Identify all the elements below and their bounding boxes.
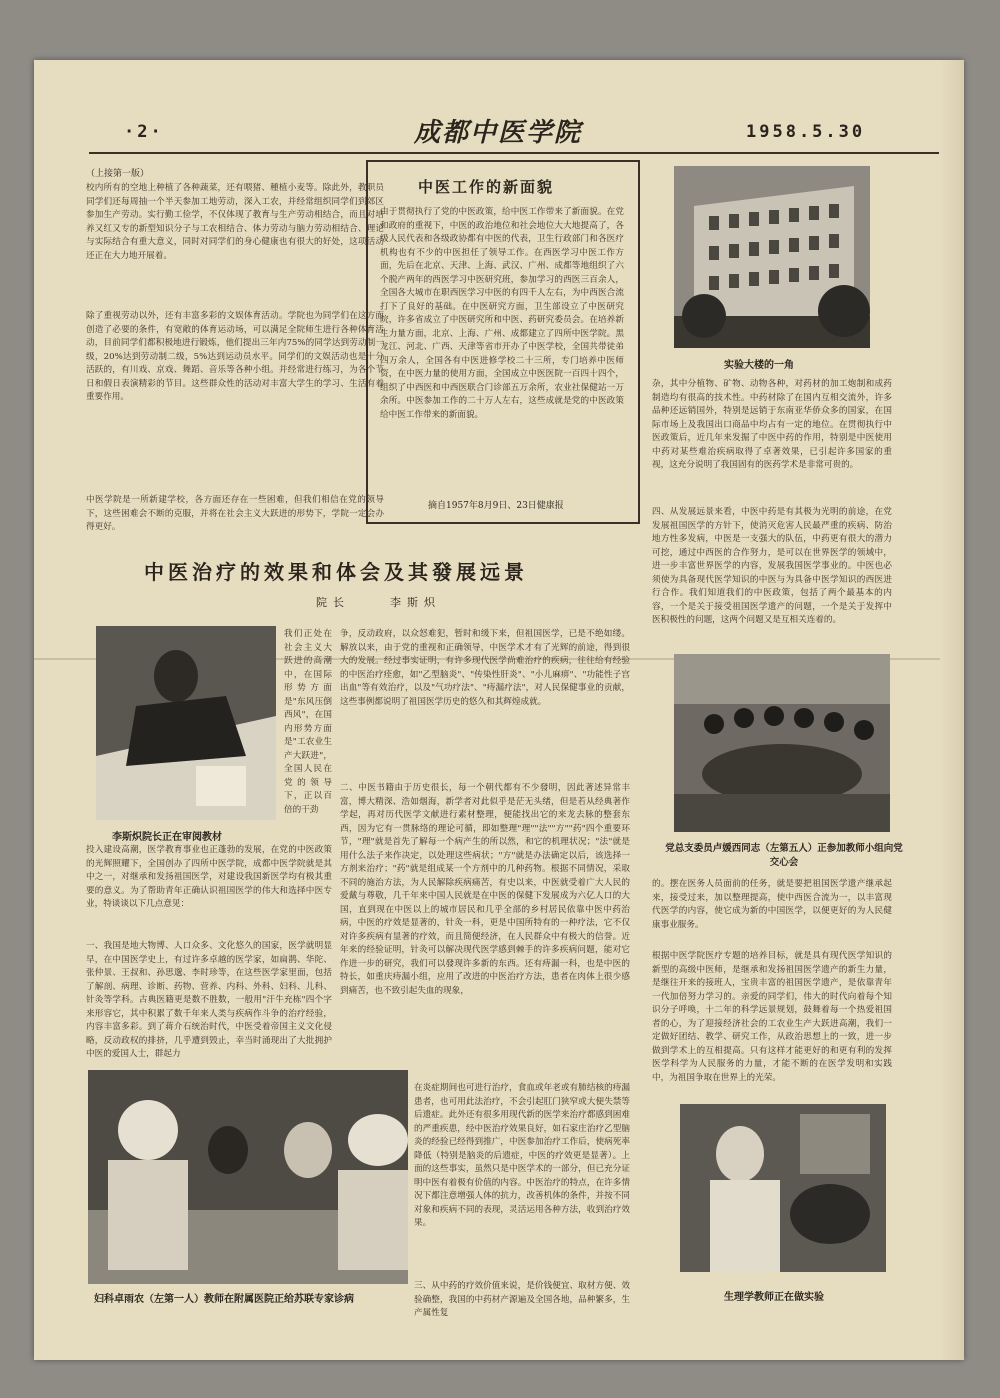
caption-meeting: 党总支委员卢媛西同志（左第五人）正参加教师小组向党交心会: [665, 843, 903, 868]
article-col-m4: 三、从中药的疗效价值来说，是价钱便宜、取材方便、效验确整，我国的中药材产源遍及全国各地，品种繁多，生产属性复: [414, 1281, 630, 1318]
right-top-text: 杂，其中分植物、矿物、动物各种，对药材的加工炮制和成药制造均有很高的技术性。中药材除了在国内互相交流外，许多品种还远销国外，特别是远销于东南亚华侨众多的国家，在国际市场上及我国出口商品中均占有一定的地位。在贯彻执行中医政策后，近几年来发掘了中医中药的作用，特别是中医使用中药对某些难治疾病取得了卓著效果，已引起许多国家的重视，这充分说明了我国固有的医药学术是非常可贵的。: [652, 379, 892, 470]
byline-name: 李斯炽: [390, 596, 441, 609]
right-bottom-text-2: 根据中医学院医疗专题的培养目标，就是具有现代医学知识的新型的高级中医师，是继承和发扬祖国医学遗产的新生力量，是继往开来的接班人，宝贵丰富的祖国医学遗产，是依靠青年一代加倍努力学习的。亲爱的同学们，伟大的时代向着每个知识分子呼唤，十二年的科学远景规划，鼓舞着每一个热爱祖国者的心，为了迎接经济社会的工农业生产大跃进高潮，我们一定做好团结、教学、研究工作，从政治思想上的一致，进一步做到学术上的互相提高。只有这样才能更好的和更有利的发挥医学科学为人民服务的力量，才能不断的在医学发明和实践中，为祖国争取在世界上的光荣。: [652, 951, 892, 1083]
byline-role: 院长: [316, 596, 350, 609]
photo-gynecology-consult: [88, 1070, 408, 1284]
president-photo-icon: [96, 626, 276, 820]
article-intro: 我们正处在社会主义大跃进的高潮中，在国际形势方面是"东风压倒西风"，在国内形势方面是"工农业生产大跃进"，全国人民在党的领导下，正以百倍的干劲: [284, 629, 332, 815]
masthead: 成都中医学院: [414, 118, 583, 148]
newspaper-page: [34, 60, 964, 1360]
photo-president-reviewing: [96, 626, 276, 820]
building-photo-icon: [674, 166, 870, 348]
article-para-a: 投入建设高潮，医学教育事业也正蓬勃的发展，在党的中医政策的光辉照耀下，全国创办了四所中医学院，成都中医学院就是其中之一，对继承和发扬祖国医学，对建设我国新医学均有极其重要的意义。为了帮助青年正确认识祖国医学的伟大和选择中医专业，特谈谈以下几点意见：: [86, 845, 332, 909]
col1-para-3: 中医学院是一所新建学校，各方面还存在一些困难，但我们相信在党的领导下，这些困难会不断的克服，并将在社会主义大跃进的形势下，学院一定会办得更好。: [86, 495, 384, 532]
issue-date: 1958.5.30: [746, 122, 866, 142]
consult-photo-icon: [88, 1070, 408, 1284]
header-rule: [89, 152, 939, 154]
box-title: 中医工作的新面貌: [418, 178, 555, 196]
right-top-text-2: 四、从发展远景来看，中医中药是有其极为光明的前途，在党发展祖国医学的方针下，使消灭危害人民最严重的疾病、防治地方性多发病，中医是一支强大的队伍，中药更有很大的潜力可挖，通过中西医的合作努力，是可以在世界医学的领域中，进一步丰富世界医学的内容，发展我国医学事业的。中医也必须使为具备现代医学知识的中医与为具备中医学知识的西医进行合作。我们知道我们的中医政策，包括了两个最基本的内容，一个是关于接受祖国医学遗产的问题，一个是关于发挥中医积极性的问题，这两个问题又是互相关连着的。: [652, 507, 892, 625]
news-box: [366, 160, 640, 524]
caption-gynecology: 妇科卓雨农（左第一人）教师在附属医院正给苏联专家诊病: [94, 1294, 354, 1305]
photo-party-meeting: [674, 654, 890, 832]
box-source: 摘自1957年8月9日、23日健康报: [428, 501, 564, 511]
photo-lab-building: [674, 166, 870, 348]
photo-physiology-experiment: [680, 1104, 886, 1272]
right-bottom-text: 的。摆在医务人员面前的任务，就是要把祖国医学遗产继承起来，接受过来，加以整理提高，使中西医合流为一，以丰富现代医学的内容，使它成为新的中国医学，以便更好的为人民健康事业服务。: [652, 879, 892, 930]
article-col-m1: 争，反动政府，以众怒难犯，暂时和缓下来，但祖国医学，已是不绝如缕。解放以来，由于党的重视和正确领导，中医学术才有了光辉的前途，得到很大的发展。经过事实证明，有许多现代医学尚难治疗的疾病，往往给有经验的中医治疗痊愈，如"乙型脑炎"、"传染性肝炎"、"小儿麻痹"、"功能性子宫出血"等有效治疗，以及"气功疗法"、"痔漏疗法"，对人民保健事业的贡献，这些事例都说明了祖国医学历史的悠久和其辉煌成就。: [340, 629, 630, 707]
experiment-photo-icon: [680, 1104, 886, 1272]
meeting-photo-icon: [674, 654, 890, 832]
article-col-m3: 在炎症期间也可进行治疗，食血或年老或有肺结核的痔漏患者，也可用此法治疗，不会引起肛门狭窄或大便失禁等后遗症。此外还有很多用现代新的医学来治疗都感到困难的严重疾患，经中医治疗效果良好，如石家庄治疗乙型脑炎的经验已经得到推广，中医参加治疗工作后，使病死率降低（特别是脑炎的后遗症，中医的疗效更是显著）。上面的这些事实，虽然只是中医学术的一部分，但已充分证明中医有着极有价值的内容。中医治疗的特点，在许多情况下都注意增强人体的抗力，改善机体的条件，并按不同对象和疾病不同的表现，灵活运用各种方法，收到治疗效果。: [414, 1083, 630, 1228]
caption-experiment: 生理学教师正在做实验: [724, 1292, 824, 1303]
caption-president: 李斯炽院长正在审阅教材: [112, 832, 222, 843]
col1-para-2: 除了重视劳动以外，还有丰富多彩的文娱体育活动。学院也为同学们在这方面创造了必要的条件，有宽敞的体育运动场，可以满足全院师生进行各种体育活动，目前同学们都积极地进行锻炼，他们提出三年内75%的同学达到劳动制一级，20%达到劳动制二级，5%达到运动员水平。同学们的文娱活动也是十分活跃的，有川戏、京戏、舞蹈、音乐等各种小组。并经常进行练习，为各个节日和假日表演精彩的节目。这些群众性的活动对丰富大学生的学习、生活有着重要作用。: [86, 311, 384, 402]
continued-note: （上接第一版）: [86, 169, 150, 179]
col1-para-1: 校内所有的空地上种植了各种蔬菜，还有喂猪、種植小麦等。除此外，教职员同学们还每周抽一个半天参加工地劳动，深入工农，并经常组织同学们到郊区参加生产劳动。实行勤工俭学，不仅体现了教育与生产劳动相结合，而且对培养又红又专的新型知识分子与工农相结合、体力劳动与脑力劳动相结合、理论与实际结合有重大意义，同时对同学们的身心健康也有很大的好处，这项活动还正在大力地开展着。: [86, 183, 384, 261]
box-text: 由于贯彻执行了党的中医政策，给中医工作带来了新面貌。在党和政府的重视下，中医的政治地位和社会地位大大地提高了，各级人民代表和各级政协都有中医的代表，卫生行政部门和各医疗机构也有不少的中医担任了领导工作。在西医学习中医工作方面，先后在北京、天津、上海、武汉、广州、成都等地组织了六个脱产两年的西医学习中医研究班，参加学习的西医三百余人，全国各大城市在职西医学习中医的有四千人左右，为中西医合流打下了良好的基础。在中医研究方面，卫生部设立了中医研究院，许多省成立了中医研究所和中医、药研究委员会。在培养新生力量方面，北京、上海、广州、成都建立了四所中医学院。黑龙江、河北、广西、天津等省市开办了中医学校，全国共带徒弟四万余人，全国各有中医进修学校二十三所，专门培养中医师资，在中医力量的使用方面，全国成立中医医院一百四十四个，组织了中西医和中西医联合门诊部五万余所，农业社保健站一万余所。中医参加工作的二十万人左右，这些成就是党的中医政策给中医工作带来的新面貌。: [380, 207, 624, 420]
article-para-b: 一、我国是地大物博、人口众多、文化悠久的国家，医学就明显早，在中国医学史上，有过许多卓越的医学家，如扁鹊、华陀、张仲景、王叔和、孙思邈、李时珍等，在这些医学家里面，包括了解剖、病理、诊断、药物、营养、内科、外科、妇科、儿科、针灸等学科。古典医籍更是数不胜数，一般用"汗牛充栋"四个字来形容它，其中积累了数千年来人类与疾病作斗争的治疗经验，内容丰富多彩。到了蒋介石统治时代，中医受着帝国主义文化侵略，反动政权的排挤，几乎遭到毁止，幸当时涌现出了大批拥护中医的爱国人士，群起力: [86, 941, 332, 1059]
article-col-m2: 二、中医书籍由于历史很长，每一个朝代都有不少發明，因此著述异常丰富，博大精深、浩如烟海，新学者对此似乎是茫无头绪，但是若从经典著作学起，再对历代医学文献进行素材整理，便能找出它的来龙去脉的整套东西，因为它有一贯脉络的理论可循，即如整理"理""法""方""药"四个重要环节，"理"就是首先了解每一个病产生的所以然，和它的机理状况；"法"就是用什么法子来作决定，以处理这些病状；"方"就是办法确定以后，该选择一方剂来治疗；"药"就是组成某一个方剂中的几种药物。根据不同情况，采取不同的施治方法，为人民解除疾病痛苦，有史以来，中医就受着广大人民的爱戴与尊敬，几千年来中国人民就是在中医的保健下发展成为六亿人口的大国，直到现在中医以上的城市居民和几乎全部的乡村居民依靠中医中药治病，中医的疗效是显著的，针灸一科，更是中国所特有的一种疗法，它不仅对许多疾病有显著的疗效，而且简便经济，在人民群众中有极大的信誉。近年来的经验证明，针灸可以解决现代医学感到棘手的许多疾病问题，能对它作进一步的研究，我们可以發现许多新的东西。还有痔漏一科，也是中医的特长，如重庆痔漏小组，应用了改进的中医治疗方法，患者在肉体上很少感到痛苦，也不致引起失血的现象，: [340, 783, 630, 996]
caption-lab-building: 实验大楼的一角: [724, 360, 794, 371]
article-title: 中医治疗的效果和体会及其發展远景: [144, 560, 528, 584]
page-number: ·2·: [124, 122, 164, 142]
